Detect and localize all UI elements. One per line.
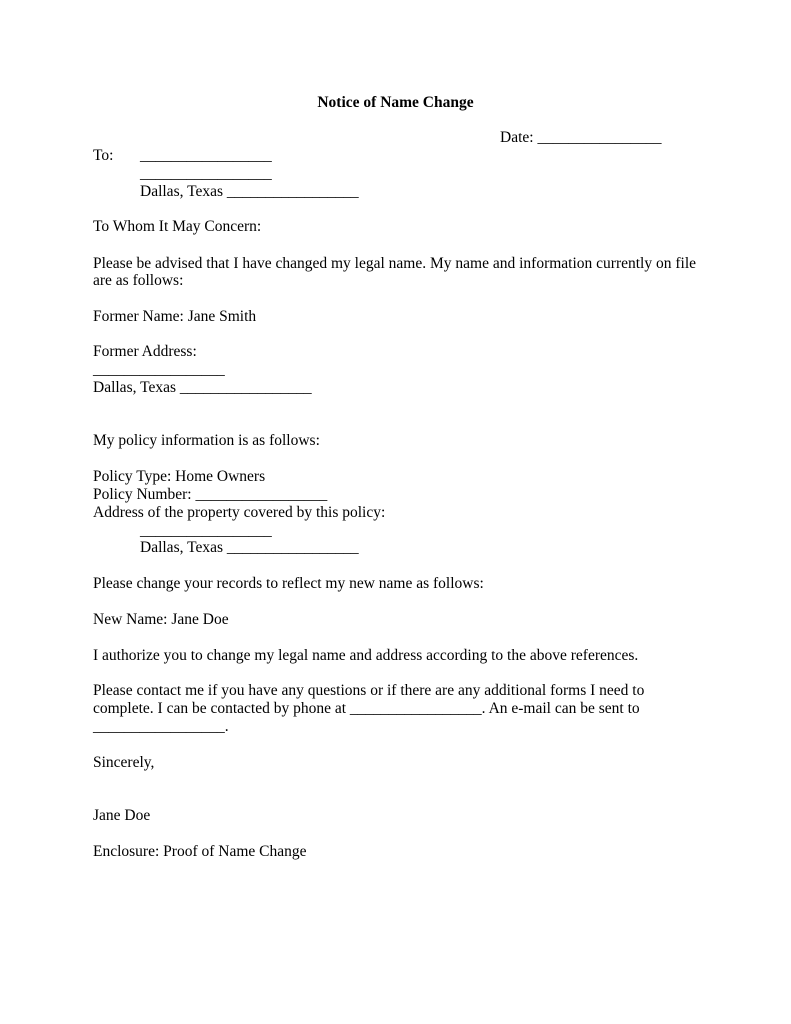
date-line: Date: ________________ [500, 129, 662, 146]
document-title: Notice of Name Change [317, 94, 474, 111]
policy-number: Policy Number: _________________ [93, 486, 328, 503]
former-address-label: Former Address: [93, 343, 197, 360]
new-name: New Name: Jane Doe [93, 611, 229, 628]
enclosure-note: Enclosure: Proof of Name Change [93, 843, 307, 860]
former-address-blank-line: _________________ [93, 361, 225, 378]
intro-paragraph-line-2: are as follows: [93, 272, 184, 289]
closing: Sincerely, [93, 754, 155, 771]
policy-type: Policy Type: Home Owners [93, 468, 266, 485]
intro-paragraph-line-1: Please be advised that I have changed my legal name. My name and information currently on file [93, 255, 697, 272]
contact-paragraph-line-1: Please contact me if you have any questions or if there are any additional forms I need to [93, 682, 645, 699]
authorization-statement: I authorize you to change my legal name and address according to the above references. [93, 647, 639, 664]
change-request: Please change your records to reflect my new name as follows: [93, 575, 484, 592]
to-blank-line-2: _________________ [140, 165, 272, 182]
to-blank-line-1: _________________ [140, 147, 272, 164]
signature-name: Jane Doe [93, 807, 151, 824]
property-address-label: Address of the property covered by this policy: [93, 504, 386, 521]
former-name: Former Name: Jane Smith [93, 308, 257, 325]
property-address-blank-line: _________________ [140, 522, 272, 539]
salutation: To Whom It May Concern: [93, 218, 262, 235]
contact-paragraph-line-2: complete. I can be contacted by phone at _________________. An e-mail can be sent to [93, 700, 640, 717]
former-address-city-line: Dallas, Texas _________________ [93, 379, 312, 396]
property-address-city-line: Dallas, Texas _________________ [140, 539, 359, 556]
policy-intro: My policy information is as follows: [93, 432, 320, 449]
to-city-line: Dallas, Texas _________________ [140, 183, 359, 200]
contact-paragraph-line-3: _________________. [93, 718, 229, 735]
to-label: To: [93, 147, 114, 164]
